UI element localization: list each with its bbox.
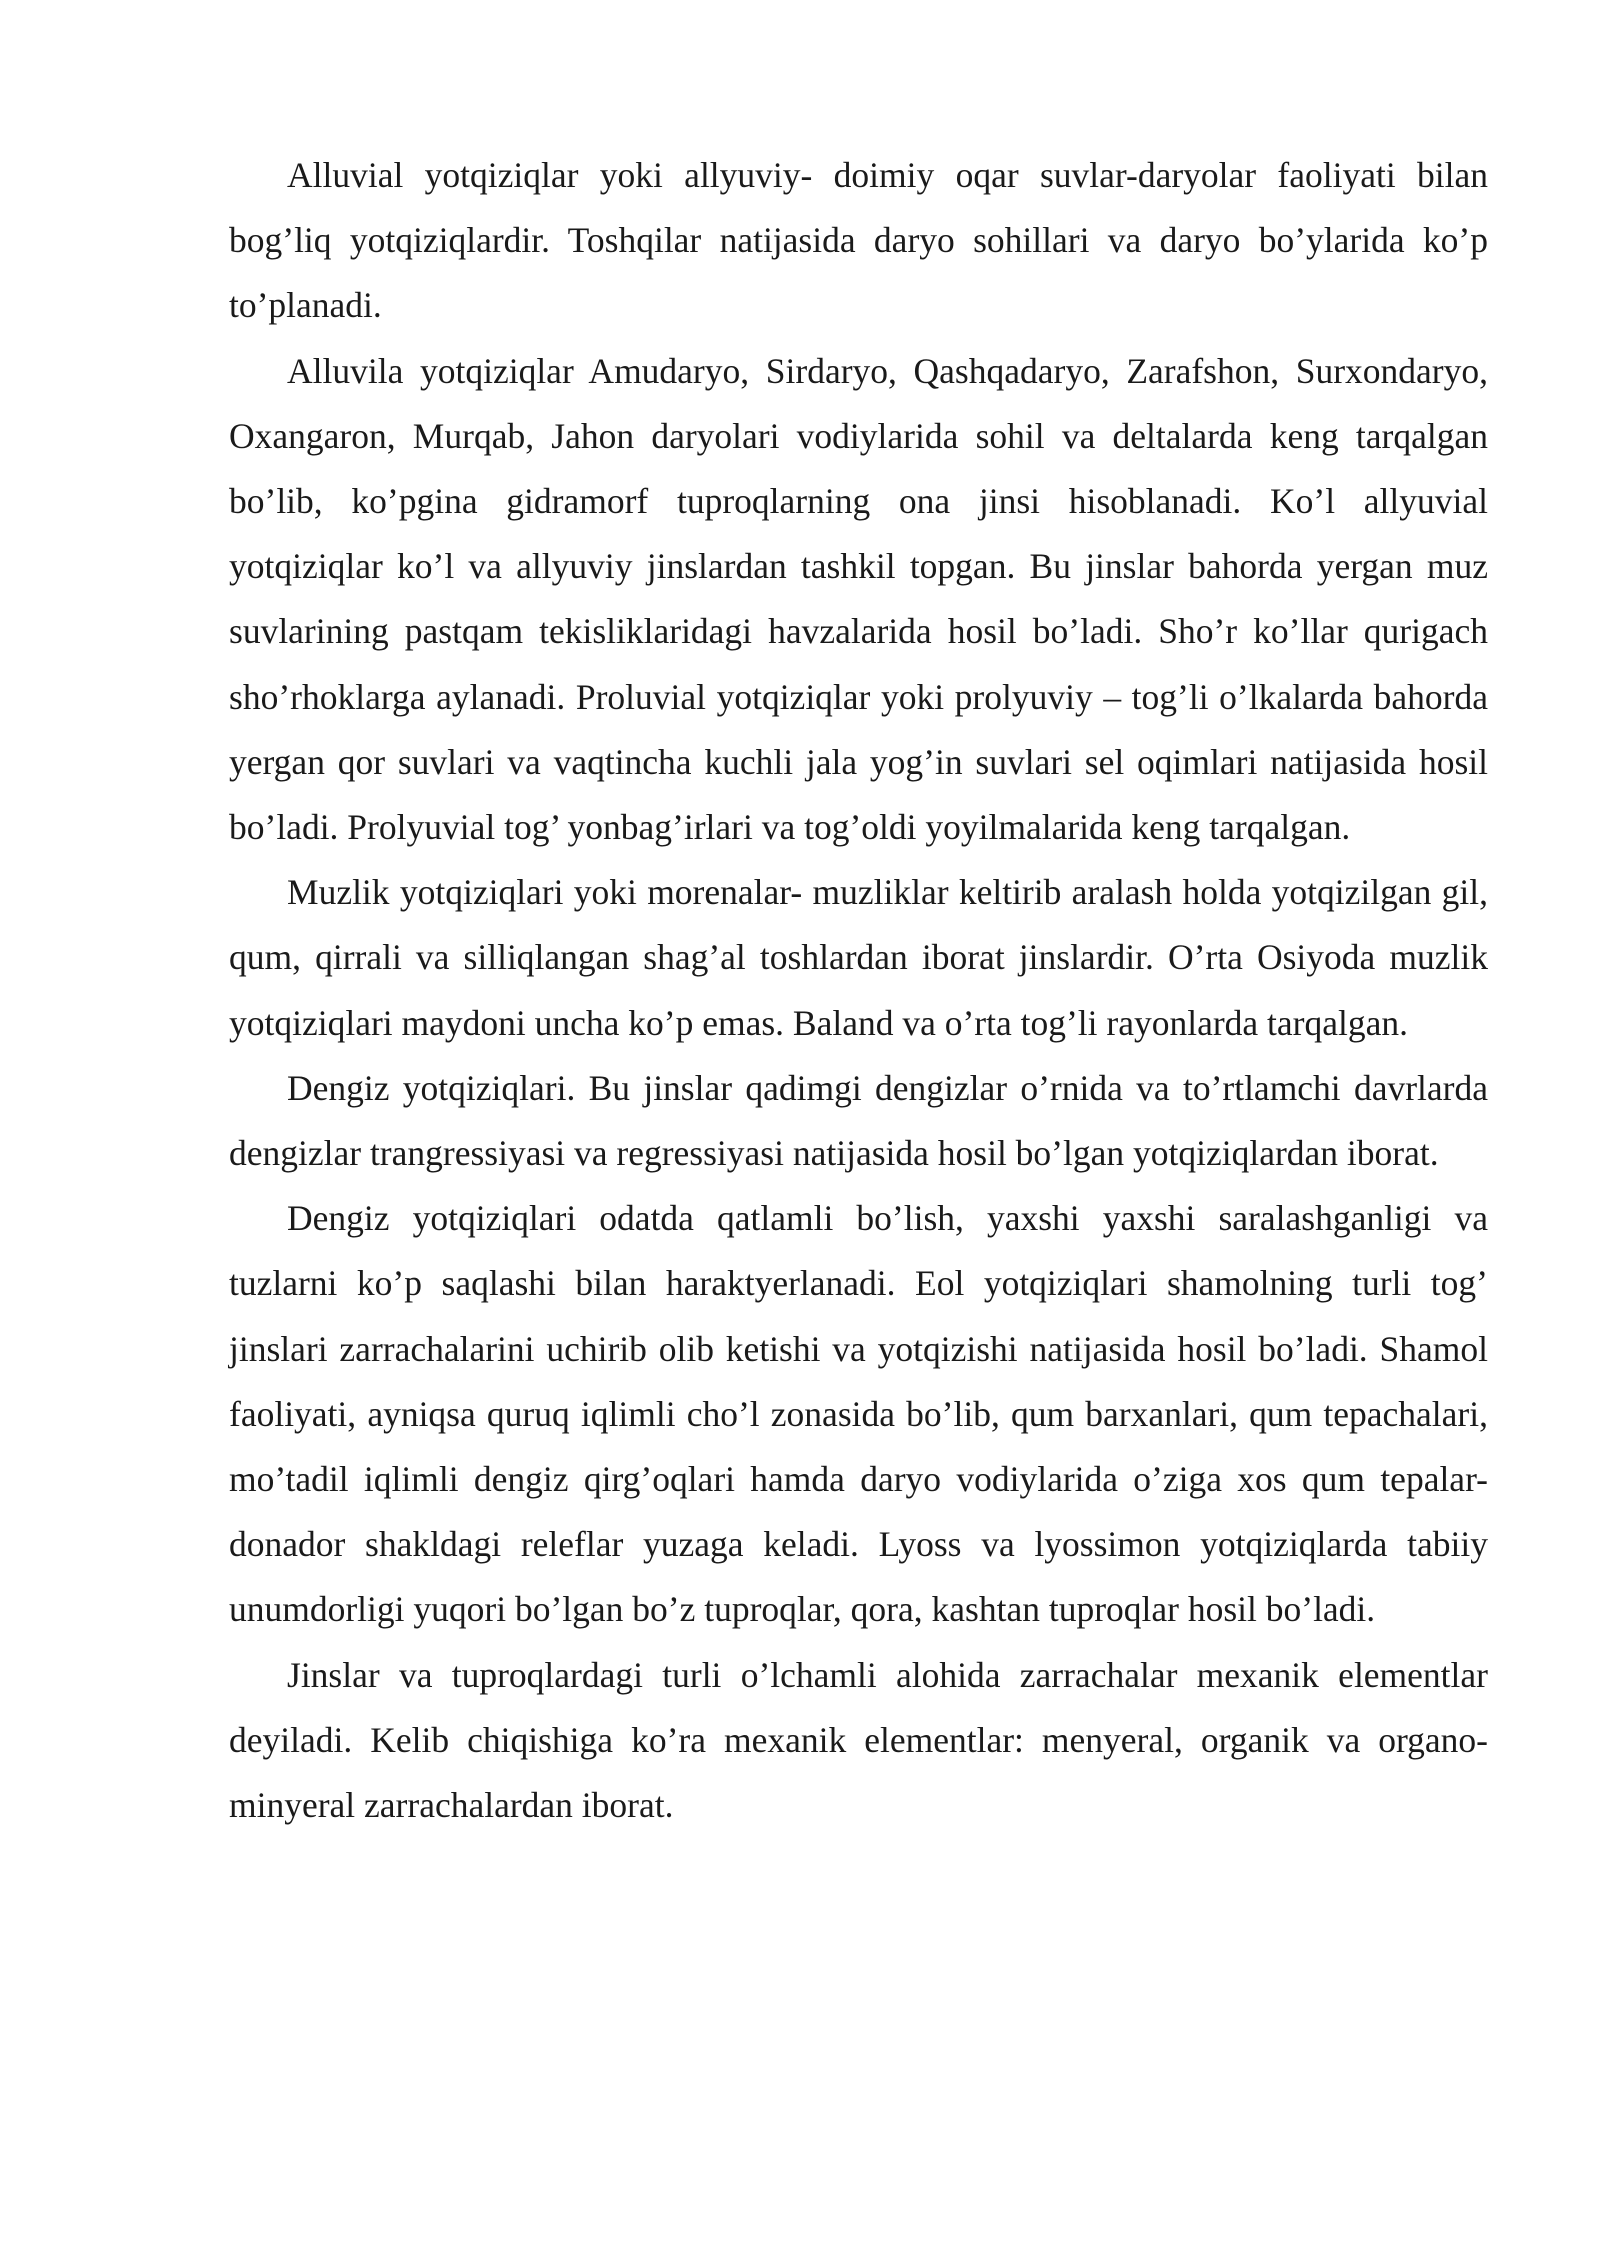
paragraph-glacial: Muzlik yotqiziqlari yoki morenalar- muzliklar keltirib aralash holda yotqizilgan gil, qum, qirrali va silliqlangan shag’al toshlardan iborat jinslardir. O’rta Osiyoda muzlik yotqiziqlari maydoni uncha ko’p emas. Baland va o’rta tog’li rayonlarda tarqalgan.: [229, 872, 1488, 1043]
paragraph-mechanical-elements: Jinslar va tuproqlardagi turli o’lchamli alohida zarrachalar mexanik elementlar deyiladi. Kelib chiqishiga ko’ra mexanik elementlar: menyeral, organik va organo-minyeral zarrachalardan iborat.: [229, 1654, 1488, 1826]
document-body: [229, 143, 1488, 1838]
paragraph-alluvial: Alluvial yotqiziqlar yoki allyuviy- doimiy oqar suvlar-daryolar faoliyati bilan bog’liq yotqiziqlardir. Toshqilar natijasida daryo sohillari va daryo bo’ylarida ko’p to’planadi.: [229, 155, 1488, 326]
paragraph-alluvial-rivers: Alluvila yotqiziqlar Amudaryo, Sirdaryo, Qashqadaryo, Zarafshon, Surxondaryo, Oxangaron, Murqab, Jahon daryolari vodiylarida sohil va deltalarda keng tarqalgan bo’lib, ko’pgina gidramorf tuproqlarning ona jinsi hisoblanadi. Ko’l allyuvial yotqiziqlar ko’l va allyuviy jinslardan tashkil topgan. Bu jinslar bahorda yergan muz suvlarining pastqam tekisliklaridagi havzalarida hosil bo’ladi. Sho’r ko’llar qurigach sho’rhoklarga aylanadi. Proluvial yotqiziqlar yoki prolyuviy – tog’li o’lkalarda bahorda yergan qor suvlari va vaqtincha kuchli jala yog’in suvlari sel oqimlari natijasida hosil bo’ladi. Prolyuvial tog’ yonbag’irlari va tog’oldi yoyilmalarida keng tarqalgan.: [229, 350, 1488, 848]
paragraph-marine: Dengiz yotqiziqlari. Bu jinslar qadimgi dengizlar o’rnida va to’rtlamchi davrlarda dengizlar trangressiyasi va regressiyasi natijasida hosil bo’lgan yotqiziqlardan iborat.: [229, 1067, 1488, 1174]
paragraph-marine-eolian: Dengiz yotqiziqlari odatda qatlamli bo’lish, yaxshi yaxshi saralashganligi va tuzlarni ko’p saqlashi bilan haraktyerlanadi. Eol yotqiziqlari shamolning turli tog’ jinslari zarrachalarini uchirib olib ketishi va yotqizishi natijasida hosil bo’ladi. Shamol faoliyati, ayniqsa quruq iqlimli cho’l zonasida bo’lib, qum barxanlari, qum tepachalari, mo’tadil iqlimli dengiz qirg’oqlari hamda daryo vodiylarida o’ziga xos qum tepalar- donador shakldagi releflar yuzaga keladi. Lyoss va lyossimon yotqiziqlarda tabiiy unumdorligi yuqori bo’lgan bo’z tuproqlar, qora, kashtan tuproqlar hosil bo’ladi.: [229, 1198, 1488, 1630]
